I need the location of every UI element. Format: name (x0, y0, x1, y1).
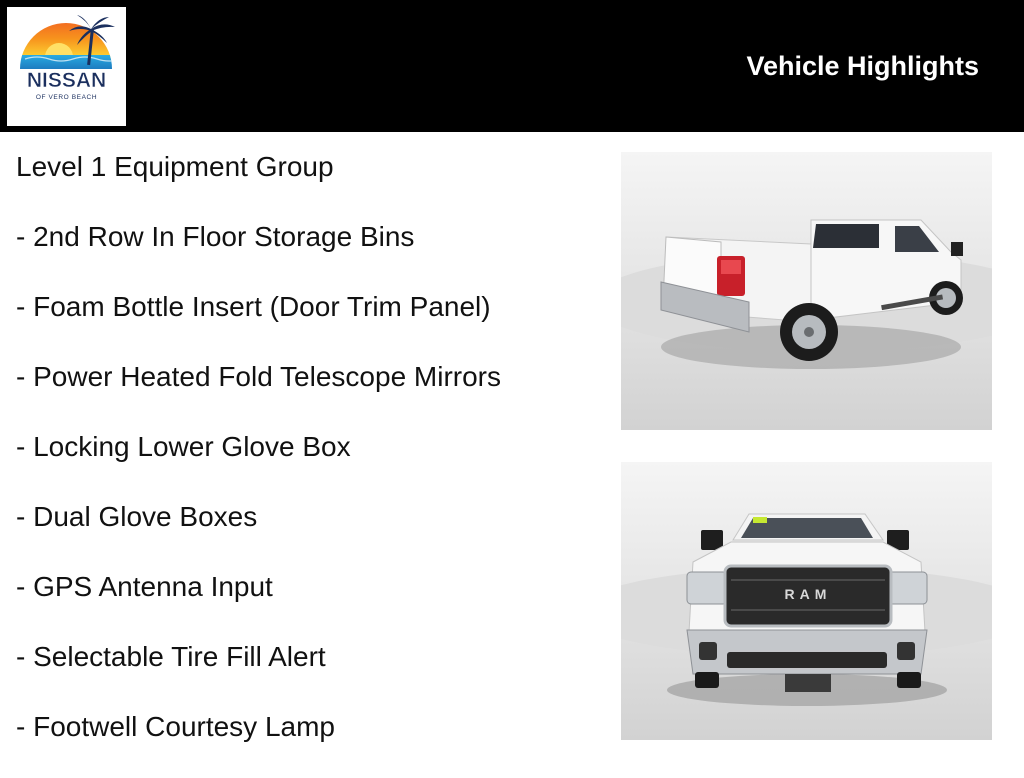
feature-item: - Selectable Tire Fill Alert (16, 641, 326, 672)
feature-item: - Power Heated Fold Telescope Mirrors (16, 361, 502, 392)
feature-item: - Foam Bottle Insert (Door Trim Panel) (16, 291, 491, 322)
feature-item: - Footwell Courtesy Lamp (16, 711, 336, 742)
truck-rear-image-icon (621, 152, 992, 430)
header-bar (0, 0, 1024, 132)
truck-front-image-icon (621, 462, 992, 740)
feature-item: - Dual Glove Boxes (16, 501, 258, 532)
logo-brand-text: NISSAN (26, 69, 107, 92)
dealer-logo[interactable] (7, 7, 126, 126)
truck-rear-photo[interactable] (621, 152, 992, 430)
page-title: Vehicle Highlights (746, 51, 979, 81)
logo-tagline-text: OF VERO BEACH (35, 94, 98, 101)
feature-group-heading: Level 1 Equipment Group (16, 151, 334, 182)
grille-badge-text: RAM (784, 586, 832, 602)
feature-list (16, 148, 606, 778)
feature-item: - Locking Lower Glove Box (16, 431, 351, 462)
sunset-palm-logo-icon (7, 7, 126, 126)
truck-front-photo[interactable] (621, 462, 992, 740)
feature-item: - GPS Antenna Input (16, 571, 273, 602)
feature-item: - 2nd Row In Floor Storage Bins (16, 221, 415, 252)
